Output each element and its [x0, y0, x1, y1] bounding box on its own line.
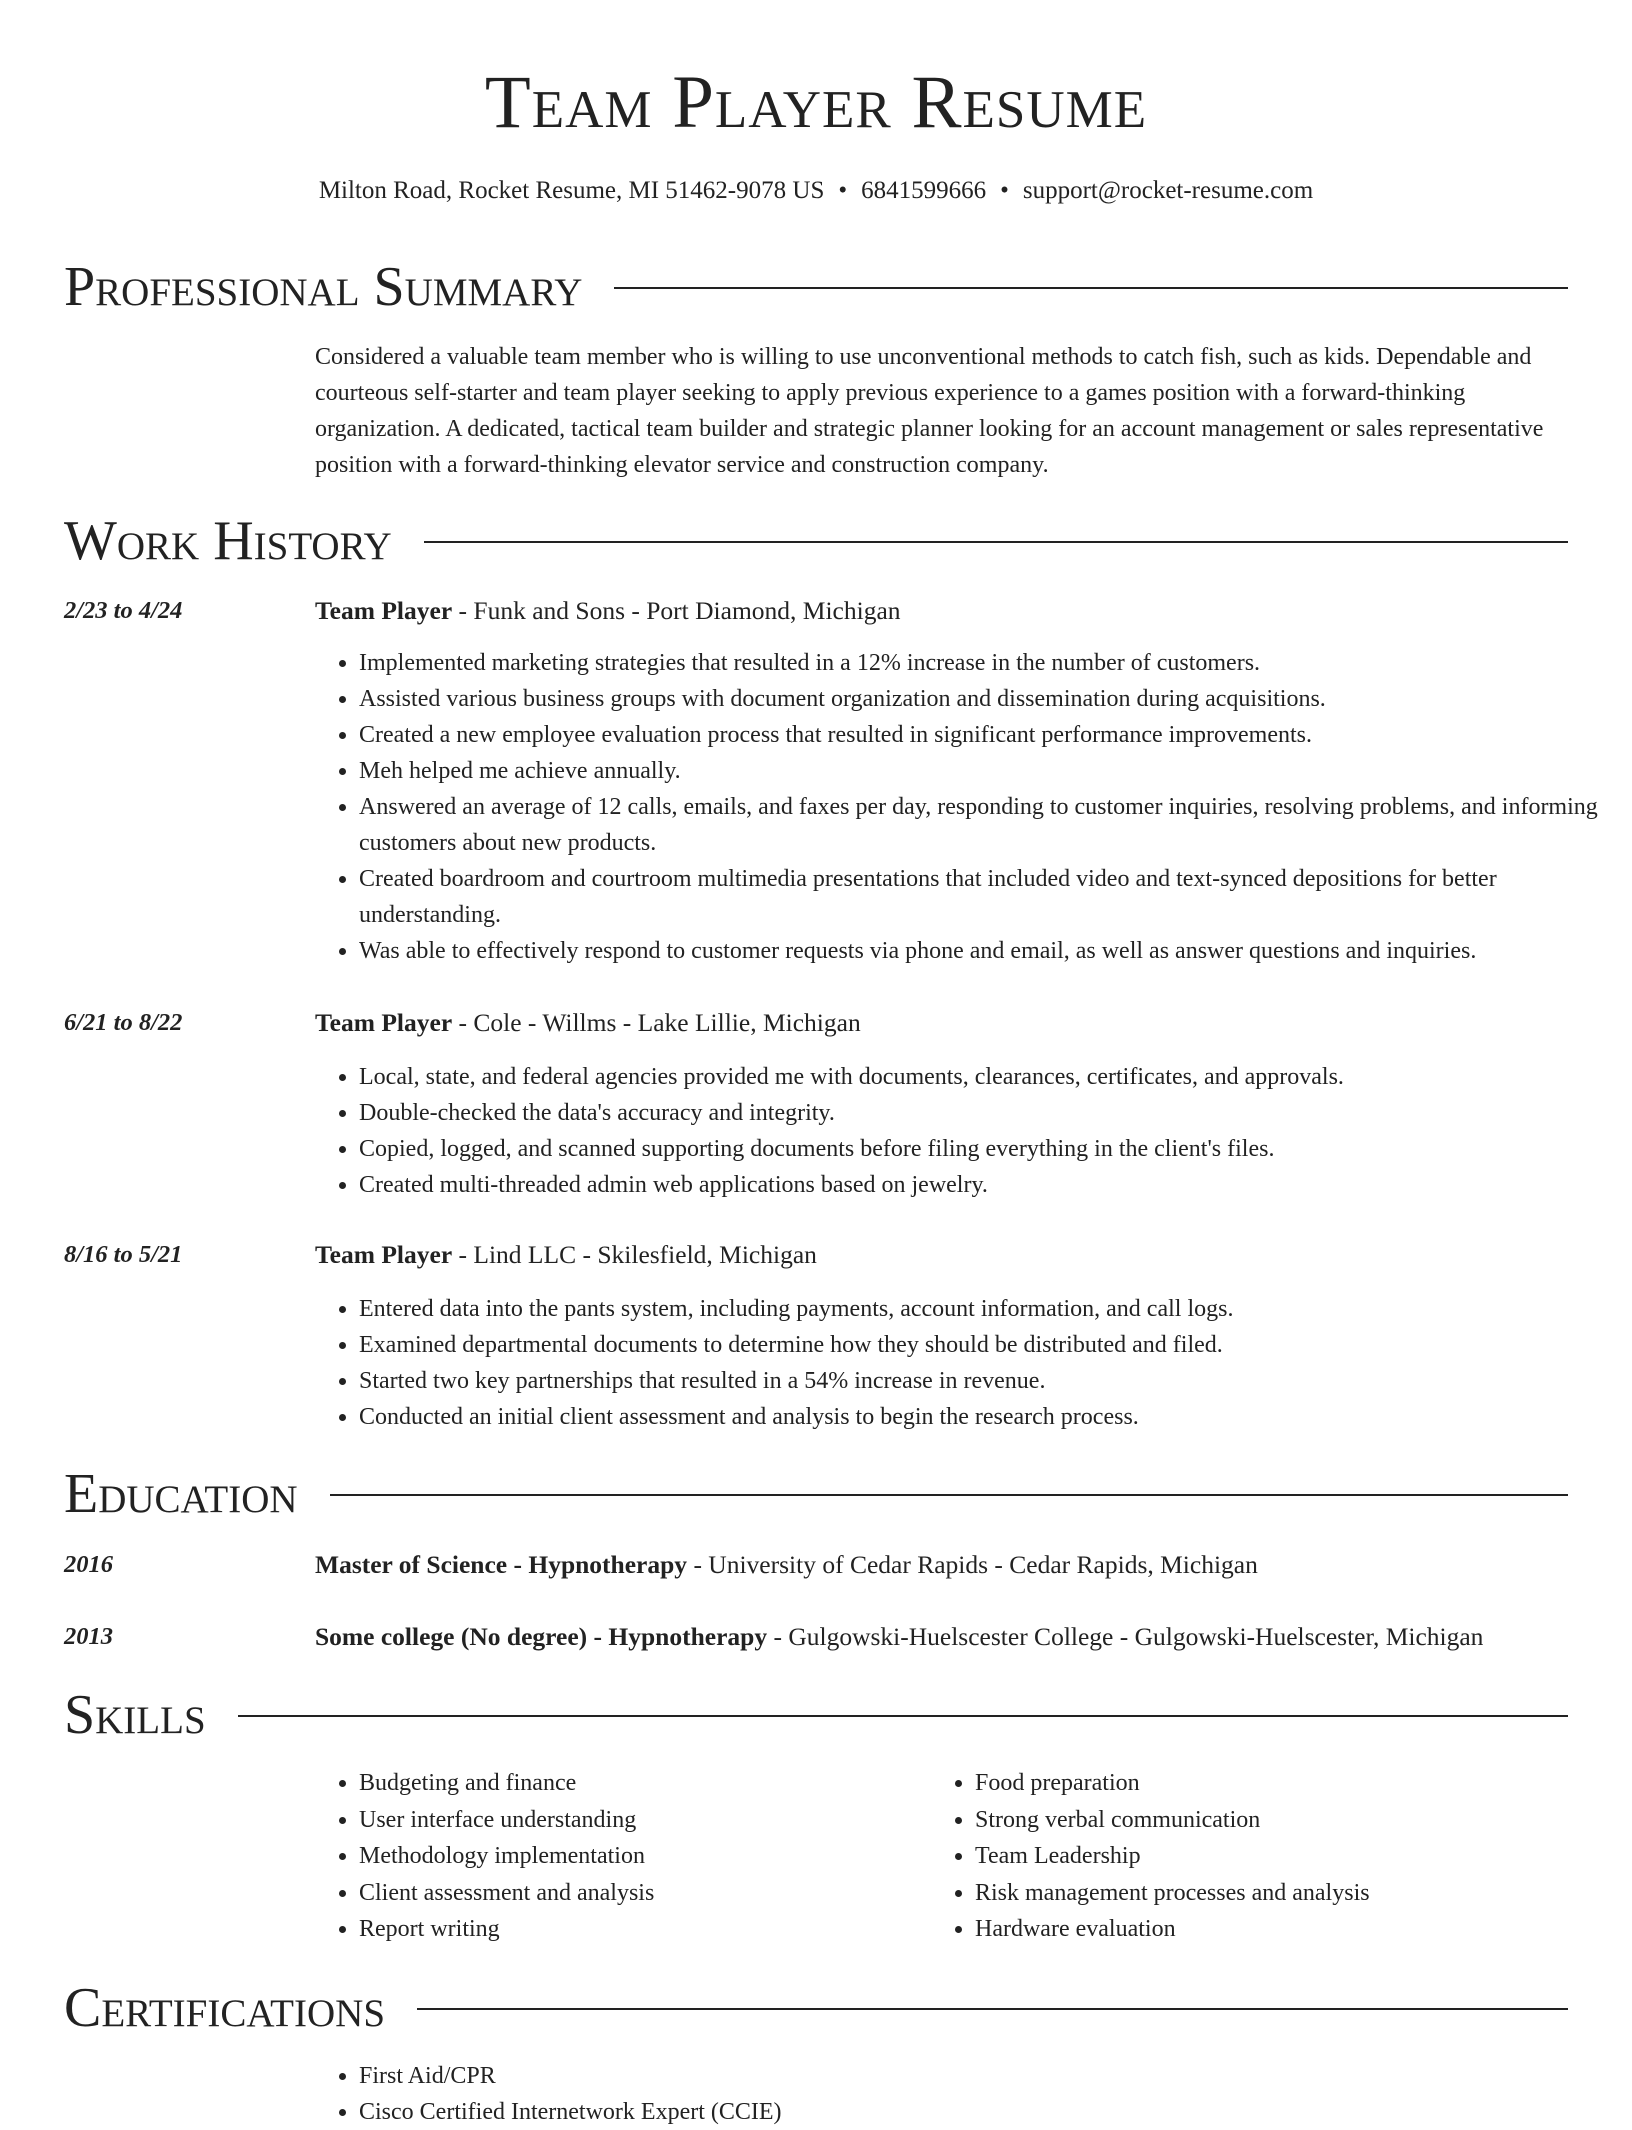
section-rule — [238, 1715, 1568, 1717]
job-heading — [315, 1005, 861, 1041]
job-details: - Lind LLC - Skilesfield, Michigan — [452, 1240, 817, 1269]
list-item: • Double-checked the data's accuracy and integrity. — [359, 1095, 1614, 1131]
list-item: • Local, state, and federal agencies provided me with documents, clearances, certificates, and approvals. — [359, 1059, 1614, 1095]
certifications-section-header — [64, 1975, 1568, 2041]
summary-section-header — [64, 254, 1568, 320]
job-role: Team Player — [315, 1240, 453, 1269]
skill-item: • Team Leadership — [975, 1838, 1595, 1875]
education-degree: Master of Science - Hypnotherapy — [315, 1550, 688, 1579]
work-section-header — [64, 508, 1568, 574]
list-item: • Entered data into the pants system, including payments, account information, and call logs. — [359, 1291, 1614, 1327]
list-item: • Examined departmental documents to determine how they should be distributed and filed. — [359, 1327, 1614, 1363]
education-heading — [315, 1547, 1258, 1583]
skills-section-header — [64, 1682, 1568, 1748]
section-rule — [417, 2008, 1568, 2010]
job-heading — [315, 1237, 817, 1273]
list-item: • Copied, logged, and scanned supporting documents before filing everything in the client's files. — [359, 1131, 1614, 1167]
list-item: • Created boardroom and courtroom multimedia presentations that included video and text-synced depositions for better understanding. — [359, 861, 1614, 933]
resume-name: Team Player Resume — [484, 61, 1148, 144]
skills-list-left — [315, 1765, 919, 1948]
education-heading — [315, 1619, 1483, 1655]
summary-text: Considered a valuable team member who is willing to use unconventional methods to catch fish, such as kids. Dependable and courteous self-starter and team player seeking to apply previous experience to a games position with a forward-thinking organization. A dedicated, tactical team builder and strategic planner looking for an account management or sales representative position with a forward-thinking elevator service and construction company. — [315, 344, 1544, 478]
address: Milton Road, Rocket Resume, MI 51462-9078 US — [318, 177, 825, 204]
job-role: Team Player — [315, 596, 453, 625]
list-item: • Created multi-threaded admin web applications based on jewelry. — [359, 1167, 1614, 1203]
section-rule — [330, 1494, 1568, 1496]
skill-item: • Strong verbal communication — [975, 1802, 1595, 1839]
section-title: Certifications — [64, 1977, 386, 2039]
job-bullets — [315, 645, 1614, 969]
list-item: • Meh helped me achieve annually. — [359, 753, 1614, 789]
email: support@rocket-resume.com — [1022, 177, 1314, 204]
contact-line — [0, 174, 1632, 208]
job-dates: 6/21 to 8/22 — [64, 1009, 183, 1036]
separator: • — [1000, 177, 1009, 204]
job-dates: 8/16 to 5/21 — [64, 1241, 183, 1268]
skill-item: • Client assessment and analysis — [359, 1875, 919, 1912]
certification-item: • Cisco Certified Internetwork Expert (CCIE) — [359, 2094, 1614, 2130]
certifications-list — [315, 2058, 1614, 2130]
job-heading — [315, 593, 901, 629]
skill-item: • Food preparation — [975, 1765, 1595, 1802]
list-item: • Assisted various business groups with document organization and dissemination during acquisitions. — [359, 681, 1614, 717]
skill-item: • Methodology implementation — [359, 1838, 919, 1875]
education-details: - University of Cedar Rapids - Cedar Rapids, Michigan — [687, 1550, 1258, 1579]
skill-item: • Hardware evaluation — [975, 1911, 1595, 1948]
list-item: • Conducted an initial client assessment and analysis to begin the research process. — [359, 1399, 1614, 1435]
skill-item: • Report writing — [359, 1911, 919, 1948]
phone: 6841599666 — [861, 177, 987, 204]
skill-item: • User interface understanding — [359, 1802, 919, 1839]
job-role: Team Player — [315, 1008, 453, 1037]
job-details: - Cole - Willms - Lake Lillie, Michigan — [452, 1008, 861, 1037]
certification-item: • First Aid/CPR — [359, 2058, 1614, 2094]
job-bullets — [315, 1059, 1614, 1203]
skill-item: • Budgeting and finance — [359, 1765, 919, 1802]
list-item: • Answered an average of 12 calls, emails, and faxes per day, responding to customer inquiries, resolving problems, and informing customers about new products. — [359, 789, 1614, 861]
list-item: • Created a new employee evaluation process that resulted in significant performance improvements. — [359, 717, 1614, 753]
education-details: - Gulgowski-Huelscester College - Gulgowski-Huelscester, Michigan — [767, 1622, 1484, 1651]
section-title: Education — [64, 1463, 298, 1525]
education-degree: Some college (No degree) - Hypnotherapy — [315, 1622, 768, 1651]
list-item: • Started two key partnerships that resulted in a 54% increase in revenue. — [359, 1363, 1614, 1399]
list-item: • Implemented marketing strategies that resulted in a 12% increase in the number of customers. — [359, 645, 1614, 681]
job-dates: 2/23 to 4/24 — [64, 597, 183, 624]
section-title: Professional Summary — [64, 256, 583, 318]
section-rule — [424, 541, 1568, 543]
skills-list-right — [931, 1765, 1595, 1948]
section-rule — [614, 287, 1568, 289]
education-year: 2013 — [64, 1623, 113, 1650]
education-year: 2016 — [64, 1551, 113, 1578]
section-title: Skills — [64, 1684, 206, 1746]
education-section-header — [64, 1461, 1568, 1527]
list-item: • Was able to effectively respond to customer requests via phone and email, as well as answer questions and inquiries. — [359, 933, 1614, 969]
job-bullets — [315, 1291, 1614, 1435]
job-details: - Funk and Sons - Port Diamond, Michigan — [452, 596, 901, 625]
separator: • — [838, 177, 848, 204]
section-title: Work History — [64, 510, 392, 572]
skill-item: • Risk management processes and analysis — [975, 1875, 1595, 1912]
